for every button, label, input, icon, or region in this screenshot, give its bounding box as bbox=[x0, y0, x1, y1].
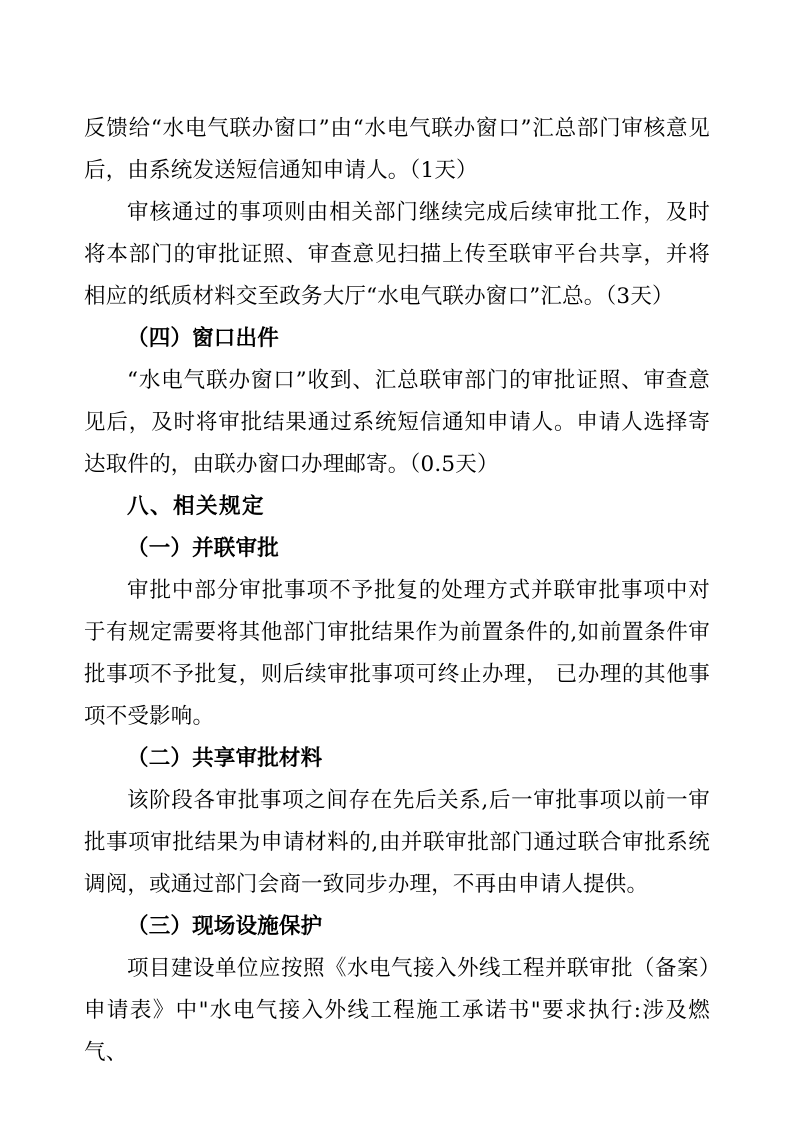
heading-site-facility-protection: （三）现场设施保护 bbox=[127, 914, 323, 939]
heading-window-output: （四）窗口出件 bbox=[127, 326, 279, 351]
document-body bbox=[84, 108, 710, 1074]
heading-parallel-approval: （一）并联审批 bbox=[127, 536, 279, 561]
heading-shared-materials: （二）共享审批材料 bbox=[127, 746, 323, 771]
paragraph-feedback-window: 反馈给“水电气联办窗口”由“水电气联办窗口”汇总部门审核意见后，由系统发送短信通知申请人。（1天） bbox=[84, 116, 710, 183]
heading-related-regulations: 八、相关规定 bbox=[127, 494, 266, 519]
paragraph-window-output-detail: “水电气联办窗口”收到、汇总联审部门的审批证照、审查意见后，及时将审批结果通过系统短信通知申请人。申请人选择寄达取件的，由联办窗口办理邮寄。（0.5天） bbox=[84, 368, 710, 477]
paragraph-parallel-approval-detail: 审批中部分审批事项不予批复的处理方式并联审批事项中对于有规定需要将其他部门审批结果作为前置条件的,如前置条件审批事项不予批复，则后续审批事项可终止办理， 已办理的其他事项不受影响。 bbox=[84, 578, 710, 729]
paragraph-shared-materials-detail: 该阶段各审批事项之间存在先后关系,后一审批事项以前一审批事项审批结果为申请材料的,由并联审批部门通过联合审批系统调阅，或通过部门会商一致同步办理，不再由申请人提供。 bbox=[84, 788, 710, 897]
paragraph-site-facility-protection-detail: 项目建设单位应按照《水电气接入外线工程并联审批（备案）申请表》中"水电气接入外线工程施工承诺书"要求执行:涉及燃气、 bbox=[84, 956, 710, 1065]
paragraph-approved-items: 审核通过的事项则由相关部门继续完成后续审批工作，及时将本部门的审批证照、审查意见扫描上传至联审平台共享，并将 相应的纸质材料交至政务大厅“水电气联办窗口”汇总。（3天） bbox=[84, 200, 710, 309]
